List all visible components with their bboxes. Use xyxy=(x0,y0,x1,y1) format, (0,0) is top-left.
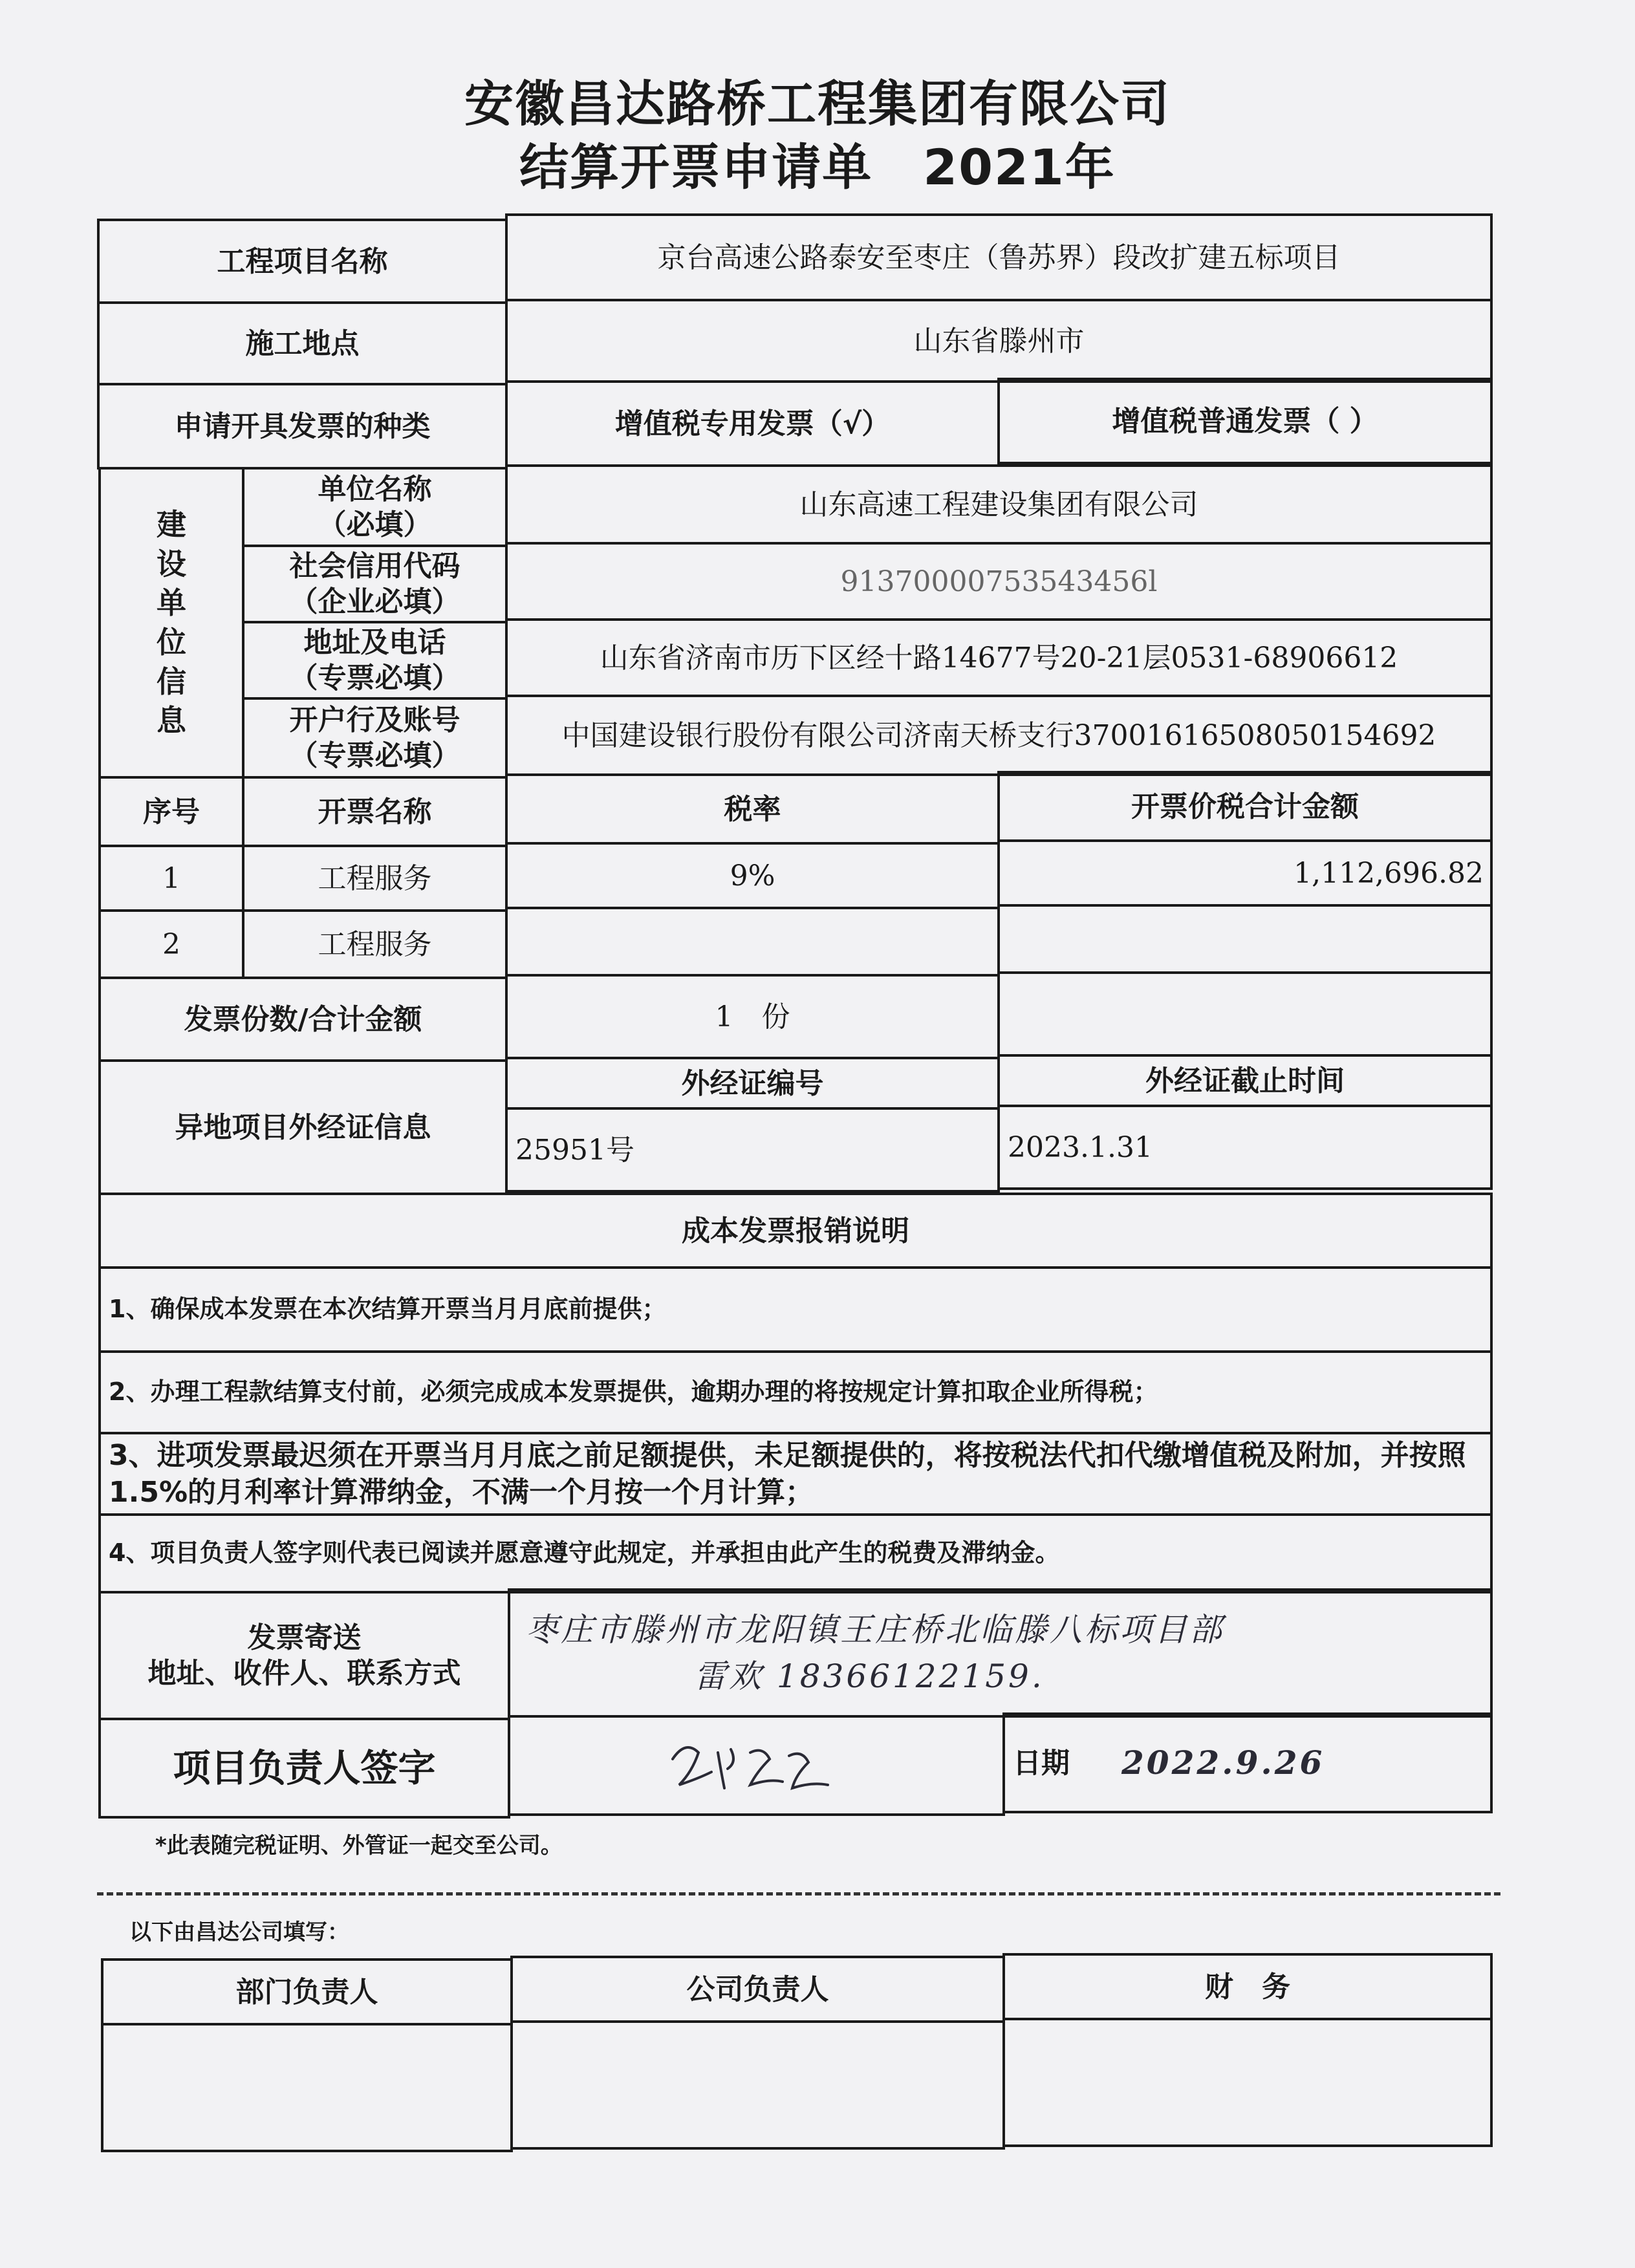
seq-header: 序号 xyxy=(98,776,244,847)
section-char: 建 xyxy=(157,506,186,542)
total-label: 发票份数/合计金额 xyxy=(98,977,508,1062)
project-name-label: 工程项目名称 xyxy=(97,219,508,304)
invoice-type-label: 申请开具发票的种类 xyxy=(97,383,508,470)
item-1-seq: 1 xyxy=(98,845,244,912)
total-amount-cell xyxy=(997,971,1493,1057)
company-head-header: 公司负责人 xyxy=(510,1956,1005,2023)
item-name-header: 开票名称 xyxy=(242,776,508,847)
permit-number-value: 25951号 xyxy=(505,1107,1000,1193)
tax-rate-header: 税率 xyxy=(505,773,1000,845)
site-label: 施工地点 xyxy=(97,301,508,385)
delivery-handwritten-info: 枣庄市滕州市龙阳镇王庄桥北临滕八标项目部 雷欢 18366122159. xyxy=(508,1588,1493,1718)
signature-cell xyxy=(508,1715,1005,1816)
company-title: 安徽昌达路桥工程集团有限公司 xyxy=(464,75,1171,133)
section-char: 信 xyxy=(157,664,186,699)
permit-info-label: 异地项目外经证信息 xyxy=(98,1059,508,1195)
vat-ordinary-invoice-option: 增值税普通发票（ ） xyxy=(997,378,1493,464)
amount-header: 开票价税合计金额 xyxy=(997,771,1493,842)
company-head-sign-cell xyxy=(510,2020,1005,2150)
cost-notes-title: 成本发票报销说明 xyxy=(98,1193,1493,1269)
permit-deadline-header: 外经证截止时间 xyxy=(997,1054,1493,1107)
bank-account-value: 中国建设银行股份有限公司济南天桥支行37001616508050154692 xyxy=(505,695,1493,776)
cost-note-3: 3、进项发票最迟须在开票当月月底之前足额提供，未足额提供的，将按税法代扣代缴增值税及附加，并按照1.5%的月利率计算滞纳金，不满一个月按一个月计算； xyxy=(98,1432,1493,1516)
site-value: 山东省滕州市 xyxy=(505,299,1493,383)
section-char: 息 xyxy=(157,703,186,739)
section-char: 位 xyxy=(157,625,186,660)
cut-line xyxy=(97,1892,1500,1895)
item-2-amount xyxy=(997,904,1493,974)
item-2-name: 工程服务 xyxy=(242,909,508,979)
credit-code-value: 91370000753543456l xyxy=(505,542,1493,621)
invoice-count: 1 份 xyxy=(505,974,1000,1059)
builder-info-section-label xyxy=(98,467,244,779)
builder-name-value: 山东高速工程建设集团有限公司 xyxy=(505,464,1493,545)
item-1-name: 工程服务 xyxy=(242,845,508,912)
date-cell xyxy=(1002,1712,1493,1813)
section-char: 单 xyxy=(157,585,186,621)
permit-number-header: 外经证编号 xyxy=(505,1057,1000,1110)
form-title: 结算开票申请单 2021年 xyxy=(519,138,1116,196)
item-1-amount: 1,112,696.82 xyxy=(997,839,1493,907)
company-section-label: 以下由昌达公司填写： xyxy=(129,1919,349,1945)
date-label: 日期 xyxy=(1013,1746,1070,1780)
cost-note-1: 1、确保成本发票在本次结算开票当月月底前提供； xyxy=(98,1266,1493,1353)
finance-sign-cell xyxy=(1002,2018,1493,2147)
finance-header: 财 务 xyxy=(1002,1953,1493,2020)
credit-code-label: 社会信用代码 （企业必填） xyxy=(242,545,508,623)
project-name-value: 京台高速公路泰安至枣庄（鲁苏界）段改扩建五标项目 xyxy=(505,213,1493,301)
address-phone-value: 山东省济南市历下区经十路14677号20-21层0531-68906612 xyxy=(505,618,1493,697)
item-2-seq: 2 xyxy=(98,909,244,979)
cost-note-4: 4、项目负责人签字则代表已阅读并愿意遵守此规定，并承担由此产生的税费及滞纳金。 xyxy=(98,1513,1493,1593)
dept-head-sign-cell xyxy=(101,2023,513,2152)
handwritten-signature xyxy=(660,1733,854,1798)
footnote: *此表随完税证明、外管证一起交至公司。 xyxy=(155,1833,563,1859)
cost-note-2: 2、办理工程款结算支付前，必须完成成本发票提供，逾期办理的将按规定计算扣取企业所得税； xyxy=(98,1350,1493,1434)
item-1-rate: 9% xyxy=(505,842,1000,909)
date-handwritten-value: 2022.9.26 xyxy=(1121,1743,1325,1782)
permit-deadline-value: 2023.1.31 xyxy=(997,1105,1493,1190)
dept-head-header: 部门负责人 xyxy=(101,1958,513,2025)
signature-label: 项目负责人签字 xyxy=(98,1718,510,1819)
item-2-rate xyxy=(505,907,1000,977)
builder-name-label: 单位名称 （必填） xyxy=(242,467,508,547)
bank-account-label: 开户行及账号 （专票必填） xyxy=(242,697,508,779)
vat-special-invoice-option: 增值税专用发票（√） xyxy=(505,380,1000,467)
address-phone-label: 地址及电话 （专票必填） xyxy=(242,621,508,700)
delivery-label: 发票寄送 地址、收件人、联系方式 xyxy=(98,1591,510,1720)
section-char: 设 xyxy=(157,546,186,581)
